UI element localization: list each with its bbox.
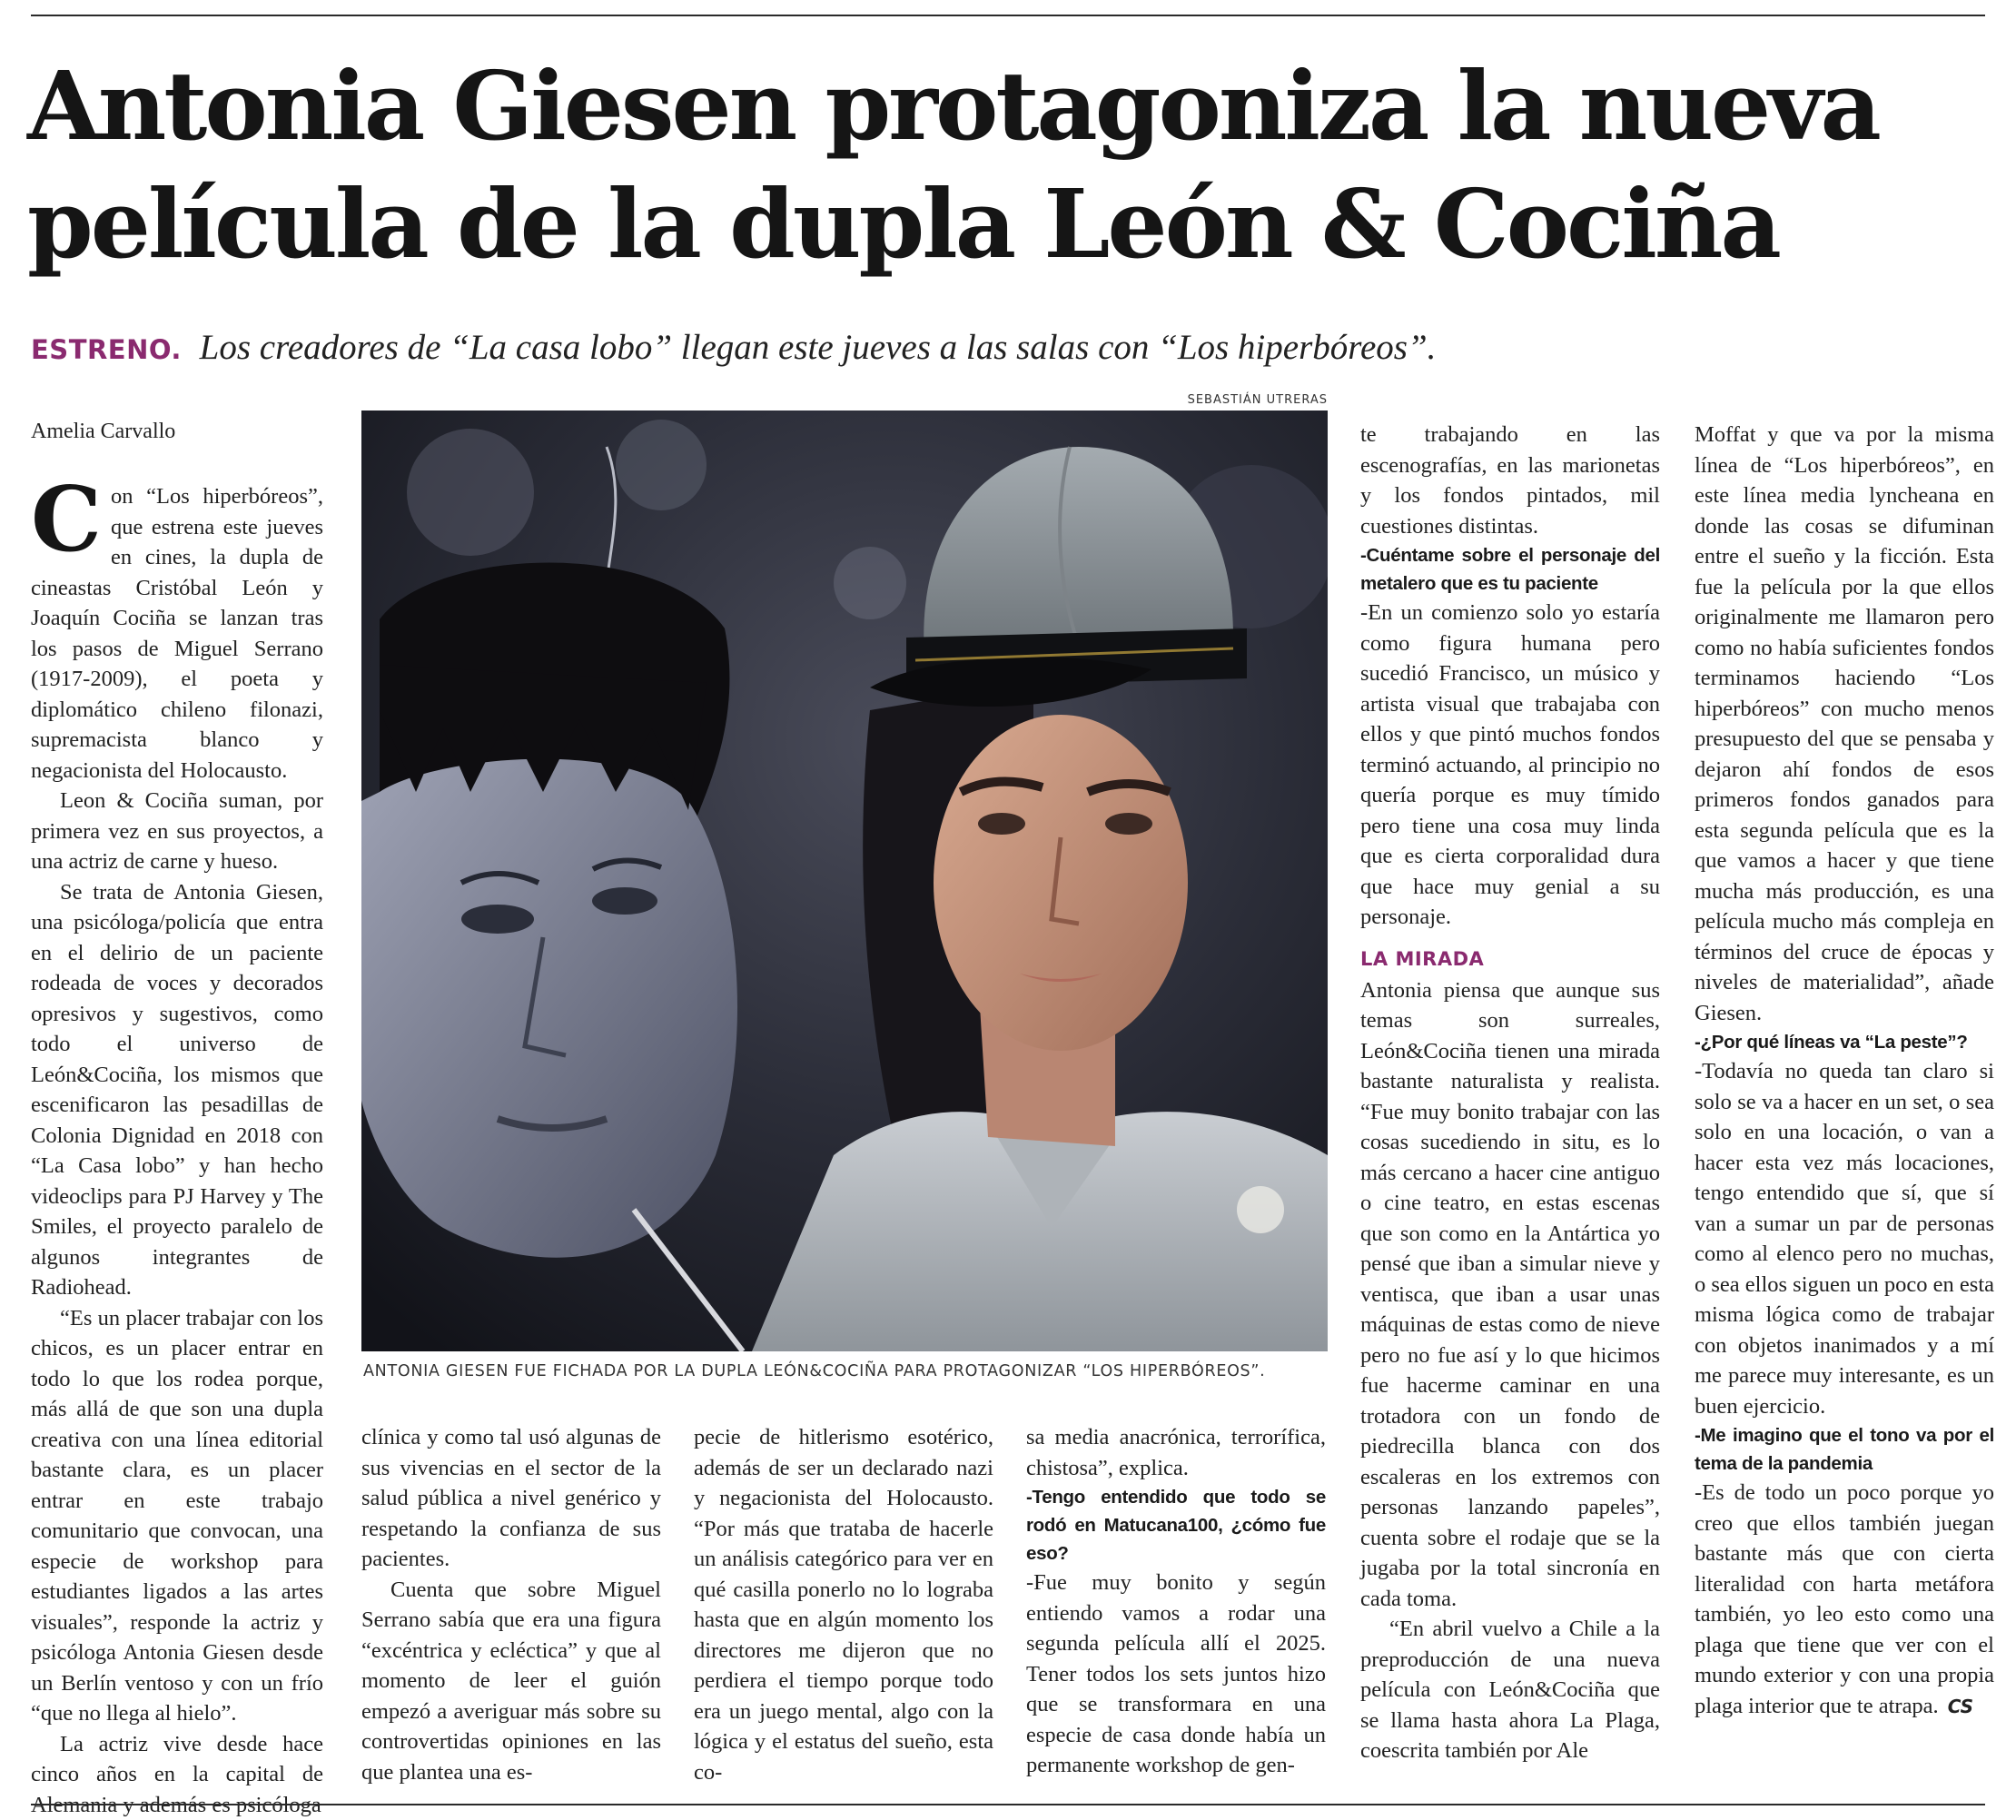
article-column-6	[1695, 420, 1994, 1722]
answer-text: -Es de todo un poco porque yo creo que ellos también juegan bastante más que con cierta literalidad con harta metáfora también, yo leo esto como una plaga que tiene que ver con el mundo exterior y con una propia plaga interior que te atrapa.	[1695, 1480, 1994, 1718]
photo-caption: ANTONIA GIESEN FUE FICHADA POR LA DUPLA LEÓN&COCIÑA PARA PROTAGONIZAR “LOS HIPERBÓREOS”.	[363, 1362, 1328, 1380]
interview-question: -Cuéntame sobre el personaje del metalero que es tu paciente	[1360, 541, 1660, 598]
headline-line-1: Antonia Giesen protagoniza la nueva	[27, 47, 1989, 165]
headline	[27, 47, 1989, 283]
article-paragraph: Se trata de Antonia Giesen, una psicóloga/policía que entra en el delirio de un paciente rodeada de voces y decorados opresivos y sugestivos, como todo el universo de León&Cociña, los mismos que escenificaron las pesadillas de Colonia Dignidad en 2018 con “La Casa lobo” y han hecho videoclips para PJ Harvey y The Smiles, el proyecto paralelo de algunos integrantes de Radiohead.	[31, 877, 323, 1303]
article-column-1	[31, 481, 323, 1820]
article-photo	[361, 410, 1328, 1351]
article-paragraph: “Es un placer trabajar con los chicos, es un placer entrar en todo lo que los rodea porque, más allá de que son una dupla creativa con una línea editorial bastante clara, es un placer entrar en este trabajo comunitario que convocan, una especie de workshop para estudiantes ligados a las artes visuales”, responde la actriz y psicóloga Antonia Giesen desde un Berlín ventoso y con un frío “que no llega al hielo”.	[31, 1303, 323, 1729]
interview-answer	[1695, 1478, 1994, 1722]
photo-illustration	[361, 410, 1328, 1351]
deck-text: Los creadores de “La casa lobo” llegan este jueves a las salas con “Los hiperbóreos”.	[200, 328, 1437, 367]
article-paragraph: te trabajando en las escenografías, en las marionetas y los fondos pintados, mil cuestiones distintas.	[1360, 420, 1660, 541]
article-column-5	[1360, 945, 1660, 1766]
article-paragraph: Moffat y que va por la misma línea de “Los hiperbóreos”, en este línea media lyncheana en donde las cosas se difuminan entre el sueño y la ficción. Esta fue la película por la que ellos originalmente me llamaron pero como no había suficientes fondos terminamos haciendo “Los hiperbóreos” con mucho menos presupuesto del que se pensaba y dejaron ahí fondos de esos primeros fondos ganados para esta segunda película que es la que vamos a hacer y que tiene mucha más producción, es una película mucho más compleja en términos del cruce de épocas y niveles de materialidad”, añade Giesen.	[1695, 420, 1994, 1028]
article-paragraph: La actriz vive desde hace cinco años en la capital de Alemania y además es psicóloga	[31, 1729, 323, 1820]
article-paragraph	[31, 481, 323, 786]
headline-line-2: película de la dupla León & Cociña	[27, 165, 1989, 283]
article-paragraph: “En abril vuelvo a Chile a la preproducción de una nueva película con León&Cociña que se llama hasta ahora La Plaga, coescrita también por Ale	[1360, 1614, 1660, 1766]
article-paragraph: sa media anacrónica, terrorífica, chistosa”, explica.	[1026, 1422, 1326, 1483]
end-mark: CS	[1948, 1692, 1973, 1723]
article-column-2	[361, 1422, 661, 1787]
photo-credit: SEBASTIÁN UTRERAS	[1181, 393, 1328, 407]
article-paragraph: Antonia piensa que aunque sus temas son surreales, León&Cociña tienen una mirada bastante naturalista y realista. “Fue muy bonito trabajar con las cosas sucediendo in situ, es lo más cercano a hacer cine antiguo o cine teatro, en estas escenas que son como en la Antártica yo pensé que iban a simular nieve y ventisca, que iban a usar unas máquinas de estas como de nieve pero no fue así y lo que hicimos fue hacerme caminar en una trotadora con un fondo de piedrecilla blanca con dos escaleras en los extremos con personas lanzando papeles”, cuenta sobre el rodaje que se la jugaba por la total sincronía en cada toma.	[1360, 975, 1660, 1615]
top-rule	[31, 15, 1985, 16]
article-column-4-bottom	[1026, 1422, 1326, 1781]
deck	[31, 325, 1983, 372]
interview-question: -Me imagino que el tono va por el tema de la pandemia	[1695, 1421, 1994, 1478]
bottom-rule	[31, 1804, 1985, 1805]
article-paragraph: pecie de hitlerismo esotérico, además de ser un declarado nazi y negacionista del Holocausto. “Por más que trataba de hacerle un análisis categórico para ver en qué casilla ponerlo no lo lograba hasta que en algún momento los directores me dijeron que no perdiera el tiempo porque todo era un juego mental, algo con la lógica y el estatus del sueño, esta co-	[694, 1422, 993, 1787]
interview-answer: -Todavía no queda tan claro si solo se va a hacer en un set, o sea solo en una locación, o van a hacer esta vez más locaciones, tengo entendido que sí, que sí van a sumar un par de personas como al elenco pero no muchas, o sea ellos siguen un poco en esta misma lógica como de trabajar con objetos inanimados y a mí me parece muy interesante, es un buen ejercicio.	[1695, 1056, 1994, 1421]
paragraph-text: on “Los hiperbóreos”, que estrena este jueves en cines, la dupla de cineastas Cristóbal León y Joaquín Cociña se lanzan tras los pasos de Miguel Serrano (1917-2009), el poeta y diplomático chileno filonazi, supremacista blanco y negacionista del Holocausto.	[31, 484, 323, 783]
article-paragraph: Leon & Cociña suman, por primera vez en sus proyectos, a una actriz de carne y hueso.	[31, 786, 323, 877]
interview-answer: -Fue muy bonito y según entiendo vamos a rodar una segunda película allí el 2025. Tener todos los sets juntos hizo que se transformara en una especie de casa donde había un permanente workshop de gen-	[1026, 1568, 1326, 1781]
section-subhead: LA MIRADA	[1360, 945, 1660, 975]
interview-question: -¿Por qué líneas va “La peste”?	[1695, 1028, 1994, 1056]
byline: Amelia Carvallo	[31, 420, 321, 444]
article-column-3	[694, 1422, 993, 1787]
deck-kicker: ESTRENO.	[31, 334, 182, 365]
drop-cap: C	[31, 485, 102, 556]
article-paragraph: Cuenta que sobre Miguel Serrano sabía que era una figura “excéntrica y ecléctica” y que al momento de leer el guión empezó a averiguar más sobre su controvertidas opiniones en las que plantea una es-	[361, 1575, 661, 1788]
article-column-4-top	[1360, 420, 1660, 933]
interview-answer: -En un comienzo solo yo estaría como figura humana pero sucedió Francisco, un músico y artista visual que trabajaba con ellos y que pintó muchos fondos terminó actuando, al principio no quería porque es muy tímido pero tiene una cosa muy linda que es cierta corporalidad dura que hace muy genial a su personaje.	[1360, 598, 1660, 933]
interview-question: -Tengo entendido que todo se rodó en Matucana100, ¿cómo fue eso?	[1026, 1483, 1326, 1568]
article-paragraph: clínica y como tal usó algunas de sus vivencias en el sector de la salud pública a nivel genérico y respetando la confianza de sus pacientes.	[361, 1422, 661, 1575]
